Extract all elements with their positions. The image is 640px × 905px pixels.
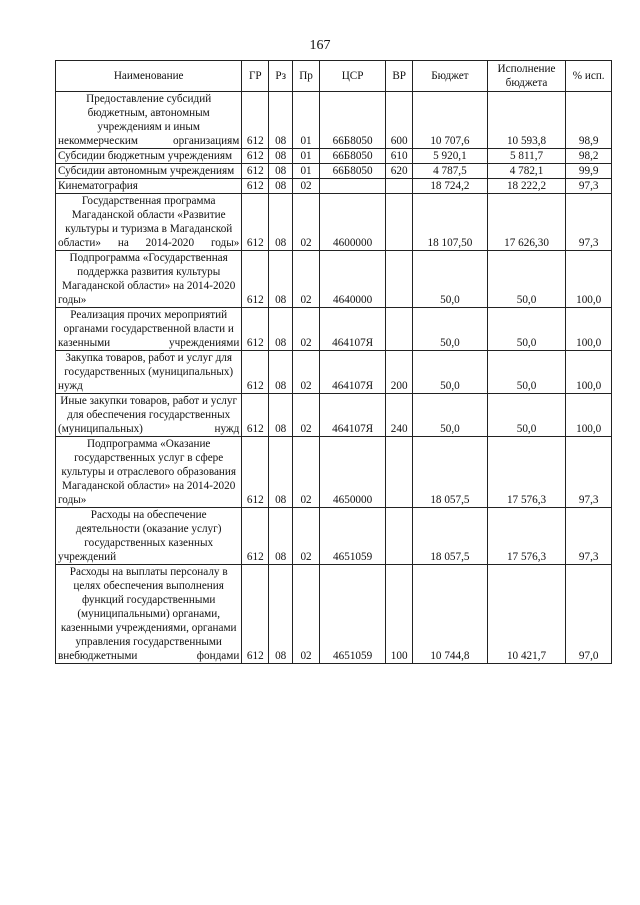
cell-gr: 612 xyxy=(242,251,269,308)
table-row xyxy=(56,164,612,179)
table-row xyxy=(56,179,612,194)
cell-vr xyxy=(386,437,413,508)
cell-rz: 08 xyxy=(269,565,293,664)
cell-rz: 08 xyxy=(269,179,293,194)
table-row xyxy=(56,394,612,437)
column-header-budget: Бюджет xyxy=(413,61,488,92)
cell-vr xyxy=(386,179,413,194)
cell-percent: 97,3 xyxy=(566,508,612,565)
column-header-vr: ВР xyxy=(386,61,413,92)
table-row xyxy=(56,565,612,664)
cell-rz: 08 xyxy=(269,164,293,179)
cell-budget: 10 744,8 xyxy=(413,565,488,664)
cell-gr: 612 xyxy=(242,437,269,508)
table-row xyxy=(56,251,612,308)
cell-name xyxy=(56,149,242,164)
cell-csr: 66Б8050 xyxy=(319,92,385,149)
row-name-text: Реализация прочих мероприятий органами государственной власти и казенными учреждениями xyxy=(58,309,240,349)
cell-vr: 610 xyxy=(386,149,413,164)
row-name-text: Подпрограмма «Государственная поддержка развития культуры Магаданской области» на 2014-2020 годы» xyxy=(58,252,236,306)
cell-execution: 50,0 xyxy=(487,308,566,351)
cell-vr: 600 xyxy=(386,92,413,149)
cell-execution: 10 593,8 xyxy=(487,92,566,149)
cell-budget: 18 724,2 xyxy=(413,179,488,194)
row-name-text: Предоставление субсидий бюджетным, автономным учреждениям и иным некоммерческим организациям xyxy=(58,93,240,147)
page-number: 167 xyxy=(309,38,331,53)
cell-pr: 02 xyxy=(293,351,320,394)
cell-gr: 612 xyxy=(242,565,269,664)
cell-percent: 97,0 xyxy=(566,565,612,664)
cell-pr: 02 xyxy=(293,508,320,565)
cell-rz: 08 xyxy=(269,251,293,308)
column-header-name: Наименование xyxy=(56,61,242,92)
cell-percent: 100,0 xyxy=(566,251,612,308)
cell-vr xyxy=(386,308,413,351)
table-row xyxy=(56,437,612,508)
cell-execution: 50,0 xyxy=(487,394,566,437)
budget-table xyxy=(55,60,612,664)
cell-execution: 17 576,3 xyxy=(487,437,566,508)
cell-gr: 612 xyxy=(242,351,269,394)
cell-gr: 612 xyxy=(242,164,269,179)
cell-gr: 612 xyxy=(242,508,269,565)
column-header-pr: Пр xyxy=(293,61,320,92)
cell-rz: 08 xyxy=(269,194,293,251)
table-row xyxy=(56,149,612,164)
column-header-execution: Исполнение бюджета xyxy=(487,61,566,92)
cell-pr: 02 xyxy=(293,565,320,664)
cell-csr: 66Б8050 xyxy=(319,164,385,179)
cell-budget: 50,0 xyxy=(413,394,488,437)
cell-csr: 4650000 xyxy=(319,437,385,508)
cell-budget: 5 920,1 xyxy=(413,149,488,164)
cell-percent: 98,9 xyxy=(566,92,612,149)
table-row xyxy=(56,194,612,251)
cell-percent: 100,0 xyxy=(566,394,612,437)
cell-gr: 612 xyxy=(242,194,269,251)
cell-vr xyxy=(386,194,413,251)
table-row xyxy=(56,92,612,149)
cell-execution: 17 576,3 xyxy=(487,508,566,565)
cell-rz: 08 xyxy=(269,351,293,394)
cell-rz: 08 xyxy=(269,149,293,164)
cell-percent: 99,9 xyxy=(566,164,612,179)
cell-execution: 50,0 xyxy=(487,351,566,394)
cell-csr: 4640000 xyxy=(319,251,385,308)
cell-csr: 464107Я xyxy=(319,351,385,394)
cell-pr: 02 xyxy=(293,308,320,351)
cell-budget: 50,0 xyxy=(413,251,488,308)
column-header-gr: ГР xyxy=(242,61,269,92)
cell-rz: 08 xyxy=(269,437,293,508)
cell-budget: 18 057,5 xyxy=(413,508,488,565)
cell-gr: 612 xyxy=(242,308,269,351)
row-name-text: Субсидии автономным учреждениям xyxy=(58,165,235,177)
cell-budget: 50,0 xyxy=(413,308,488,351)
cell-rz: 08 xyxy=(269,308,293,351)
cell-pr: 02 xyxy=(293,194,320,251)
cell-execution: 18 222,2 xyxy=(487,179,566,194)
cell-rz: 08 xyxy=(269,92,293,149)
cell-name xyxy=(56,351,242,394)
cell-csr xyxy=(319,179,385,194)
cell-gr: 612 xyxy=(242,394,269,437)
row-name-text: Закупка товаров, работ и услуг для государственных (муниципальных) нужд xyxy=(58,352,234,392)
cell-csr: 66Б8050 xyxy=(319,149,385,164)
cell-rz: 08 xyxy=(269,394,293,437)
cell-gr: 612 xyxy=(242,179,269,194)
row-name-text: Кинематография xyxy=(58,180,138,192)
cell-vr: 620 xyxy=(386,164,413,179)
cell-execution: 10 421,7 xyxy=(487,565,566,664)
cell-vr: 240 xyxy=(386,394,413,437)
cell-name xyxy=(56,194,242,251)
row-name-text: Подпрограмма «Оказание государственных услуг в сфере культуры и отраслевого образования Магаданской области» на 2014-2020 годы» xyxy=(58,438,237,506)
cell-budget: 10 707,6 xyxy=(413,92,488,149)
cell-name xyxy=(56,437,242,508)
cell-percent: 100,0 xyxy=(566,308,612,351)
cell-execution: 4 782,1 xyxy=(487,164,566,179)
cell-csr: 4651059 xyxy=(319,508,385,565)
cell-name xyxy=(56,394,242,437)
cell-pr: 02 xyxy=(293,394,320,437)
cell-name xyxy=(56,565,242,664)
cell-gr: 612 xyxy=(242,92,269,149)
cell-name xyxy=(56,179,242,194)
cell-csr: 4651059 xyxy=(319,565,385,664)
cell-percent: 97,3 xyxy=(566,194,612,251)
cell-vr: 200 xyxy=(386,351,413,394)
cell-name xyxy=(56,164,242,179)
row-name-text: Расходы на выплаты персоналу в целях обеспечения выполнения функций государственными (муниципальными) органами, казенными учреждениями, органами управления государственными внебюджетными фондами xyxy=(58,566,240,662)
cell-name xyxy=(56,508,242,565)
cell-percent: 97,3 xyxy=(566,179,612,194)
table-row xyxy=(56,508,612,565)
cell-csr: 464107Я xyxy=(319,308,385,351)
cell-csr: 464107Я xyxy=(319,394,385,437)
cell-rz: 08 xyxy=(269,508,293,565)
table-row xyxy=(56,351,612,394)
cell-pr: 02 xyxy=(293,179,320,194)
cell-pr: 01 xyxy=(293,164,320,179)
cell-name xyxy=(56,251,242,308)
row-name-text: Иные закупки товаров, работ и услуг для обеспечения государственных (муниципальных) нужд xyxy=(58,395,240,435)
column-header-percent: % исп. xyxy=(566,61,612,92)
cell-execution: 50,0 xyxy=(487,251,566,308)
cell-vr: 100 xyxy=(386,565,413,664)
table-row xyxy=(56,308,612,351)
row-name-text: Расходы на обеспечение деятельности (оказание услуг) государственных казенных учреждений xyxy=(58,509,222,563)
cell-csr: 4600000 xyxy=(319,194,385,251)
cell-pr: 02 xyxy=(293,437,320,508)
row-name-text: Государственная программа Магаданской области «Развитие культуры и туризма в Магаданской области» на 2014-2020 годы» xyxy=(58,195,240,249)
cell-vr xyxy=(386,251,413,308)
cell-name xyxy=(56,308,242,351)
cell-budget: 4 787,5 xyxy=(413,164,488,179)
column-header-csr: ЦСР xyxy=(319,61,385,92)
table-header-row xyxy=(56,61,612,92)
cell-execution: 5 811,7 xyxy=(487,149,566,164)
cell-pr: 02 xyxy=(293,251,320,308)
cell-budget: 50,0 xyxy=(413,351,488,394)
cell-budget: 18 057,5 xyxy=(413,437,488,508)
cell-percent: 97,3 xyxy=(566,437,612,508)
cell-execution: 17 626,30 xyxy=(487,194,566,251)
cell-budget: 18 107,50 xyxy=(413,194,488,251)
column-header-rz: Рз xyxy=(269,61,293,92)
cell-name xyxy=(56,92,242,149)
cell-percent: 100,0 xyxy=(566,351,612,394)
cell-gr: 612 xyxy=(242,149,269,164)
cell-pr: 01 xyxy=(293,92,320,149)
cell-vr xyxy=(386,508,413,565)
cell-pr: 01 xyxy=(293,149,320,164)
cell-percent: 98,2 xyxy=(566,149,612,164)
row-name-text: Субсидии бюджетным учреждениям xyxy=(58,150,233,162)
